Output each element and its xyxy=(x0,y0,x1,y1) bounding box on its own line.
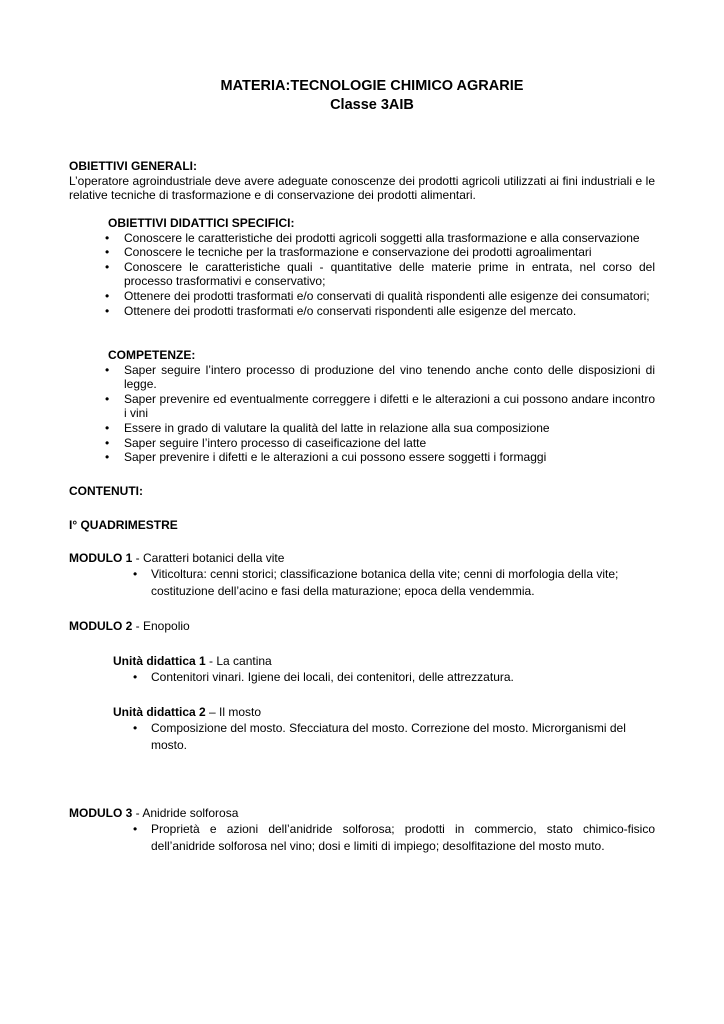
subject-title: MATERIA:TECNOLOGIE CHIMICO AGRARIE xyxy=(220,78,524,94)
unit-1-name: - La cantina xyxy=(205,654,272,668)
module-1-label: MODULO 1 xyxy=(69,551,133,565)
unit-1-section xyxy=(113,654,655,686)
general-objectives-heading: OBIETTIVI GENERALI: xyxy=(69,159,198,173)
unit-2-section xyxy=(113,705,655,755)
module-3-section xyxy=(69,806,655,856)
specific-objectives-heading: OBIETTIVI DIDATTICI SPECIFICI: xyxy=(108,216,295,230)
unit-2-name: – Il mosto xyxy=(205,705,262,719)
module-2-title xyxy=(69,619,655,634)
contents-heading: CONTENUTI: xyxy=(69,484,143,498)
list-item: • Saper prevenire ed eventualmente correggere i difetti e le alterazioni a cui possono andare incontro i vini xyxy=(102,392,655,421)
unit-2-label: Unità didattica 2 xyxy=(113,705,206,719)
general-objectives-text: L’operatore agroindustriale deve avere adeguate conoscenze dei prodotti agricoli utilizzati ai fini industriali e le relative tecniche di trasformazione e di conservazione dei prodotti alimentari. xyxy=(69,173,655,203)
list-item: • Conoscere le caratteristiche dei prodotti agricoli soggetti alla trasformazione e alla conservazione xyxy=(102,231,655,246)
specific-objectives-section xyxy=(108,216,655,318)
module-2-label: MODULO 2 xyxy=(69,619,133,633)
module-3-title xyxy=(69,806,655,821)
module-3-label: MODULO 3 xyxy=(69,806,133,820)
list-item: • Saper seguire l’intero processo di produzione del vino tenendo anche conto delle disposizioni di legge. xyxy=(102,363,655,392)
list-item: • Conoscere le tecniche per la trasformazione e conservazione dei prodotti agroalimentari xyxy=(102,245,655,260)
specific-objectives-list xyxy=(102,231,655,319)
unit-1-title xyxy=(113,654,655,669)
module-3-name: - Anidride solforosa xyxy=(132,806,239,820)
list-item: • Saper prevenire i difetti e le alterazioni a cui possono essere soggetti i formaggi xyxy=(102,450,655,465)
module-1-title xyxy=(69,551,655,566)
unit-1-label: Unità didattica 1 xyxy=(113,654,206,668)
list-item: • Essere in grado di valutare la qualità del latte in relazione alla sua composizione xyxy=(102,421,655,436)
module-1-name: - Caratteri botanici della vite xyxy=(132,551,285,565)
list-item: • Ottenere dei prodotti trasformati e/o conservati di qualità rispondenti alle esigenze dei consumatori; xyxy=(102,289,655,304)
unit-1-list xyxy=(127,669,637,687)
unit-2-list xyxy=(127,720,637,755)
competences-section xyxy=(108,348,655,465)
unit-2-title xyxy=(113,705,655,720)
module-1-section xyxy=(69,551,655,601)
list-item: • Contenitori vinari. Igiene dei locali, dei contenitori, delle attrezzatura. xyxy=(127,669,637,687)
competences-list xyxy=(102,363,655,465)
module-2-name: - Enopolio xyxy=(132,619,190,633)
semester-heading: I° QUADRIMESTRE xyxy=(69,518,178,532)
list-item: • Composizione del mosto. Sfecciatura del mosto. Correzione del mosto. Microrganismi del mosto. xyxy=(127,720,637,755)
list-item: • Ottenere dei prodotti trasformati e/o conservati rispondenti alle esigenze del mercato. xyxy=(102,304,655,319)
class-title: Classe 3AIB xyxy=(330,97,414,113)
general-objectives-section xyxy=(69,159,655,203)
list-item: • Viticoltura: cenni storici; classificazione botanica della vite; cenni di morfologia della vite; costituzione dell’acino e fasi della maturazione; epoca della vendemmia. xyxy=(127,566,625,601)
list-item: • Proprietà e azioni dell’anidride solforosa; prodotti in commercio, stato chimico-fisico dell’anidride solforosa nel vino; dosi e limiti di impiego; desolfitazione del mosto muto. xyxy=(127,821,655,856)
list-item: • Conoscere le caratteristiche quali - quantitative delle materie prime in entrata, nel corso del processo trasformativi e conservativo; xyxy=(102,260,655,289)
list-item: • Saper seguire l’intero processo di caseificazione del latte xyxy=(102,436,655,451)
module-1-list xyxy=(127,566,625,601)
competences-heading: COMPETENZE: xyxy=(108,348,196,362)
module-3-list xyxy=(127,821,655,856)
